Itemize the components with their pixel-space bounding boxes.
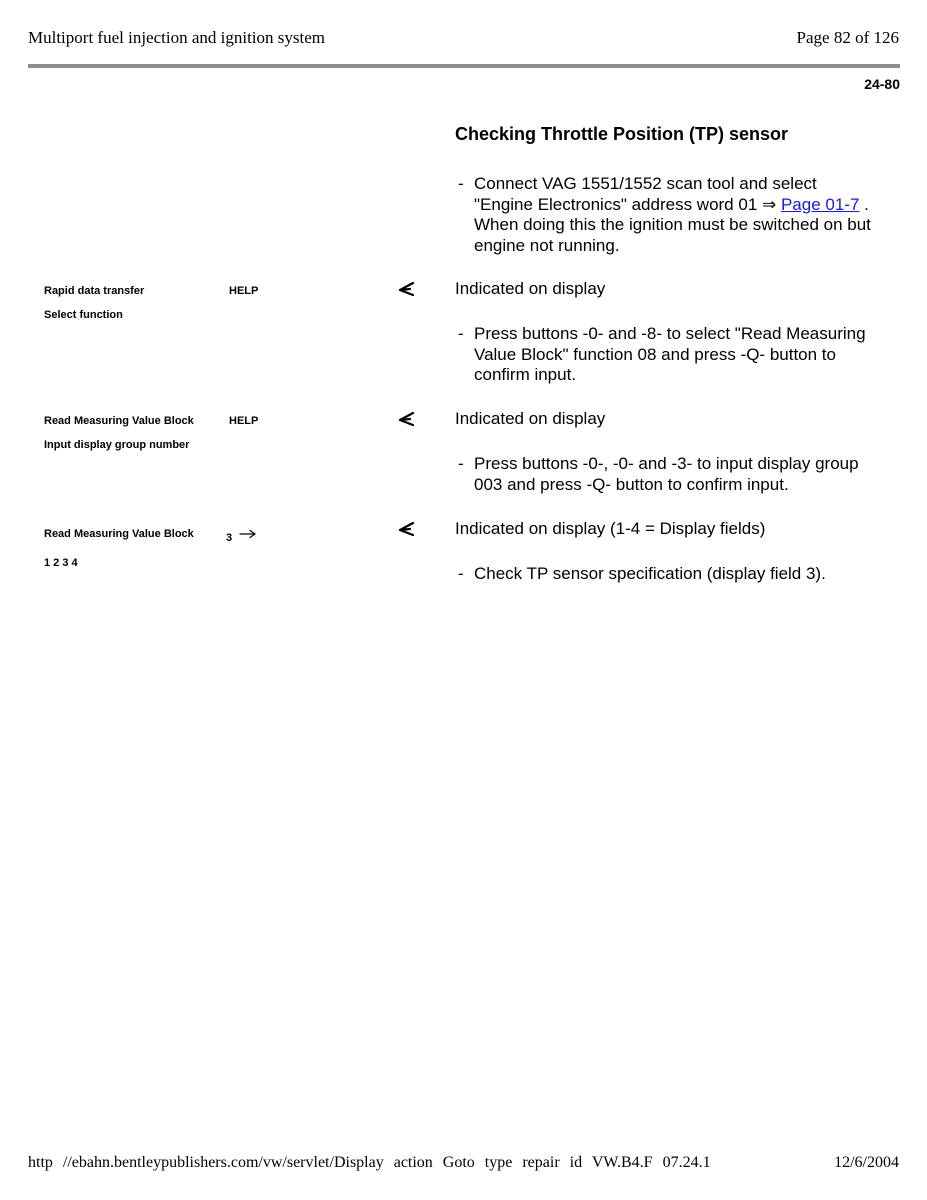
- step-dash: -: [458, 564, 464, 583]
- step-dash: -: [458, 454, 464, 473]
- display-fields: 1 2 3 4: [44, 557, 78, 569]
- step-dash: -: [458, 324, 464, 343]
- footer-url: http //ebahn.bentleypublishers.com/vw/servlet/Display action Goto type repair id VW.B4.F 07.24.1: [28, 1154, 711, 1171]
- step-text: [474, 174, 878, 256]
- display-group-number: 3: [226, 532, 233, 544]
- display-help: HELP: [229, 415, 259, 427]
- pointer-arrow-icon: [398, 282, 414, 296]
- page-link[interactable]: Page 01-7: [780, 194, 860, 214]
- display-line-left: Read Measuring Value Block: [44, 528, 194, 540]
- section-number: 24-80: [864, 76, 900, 92]
- pointer-arrow-icon: [398, 522, 414, 536]
- step-item: [458, 324, 878, 386]
- procedure-heading: Checking Throttle Position (TP) sensor: [455, 124, 789, 144]
- pointer-arrow-icon: [398, 412, 414, 426]
- footer-date: 12/6/2004: [834, 1154, 899, 1171]
- indicated-on-display: Indicated on display: [455, 409, 606, 428]
- step-text: Press buttons -0-, -0- and -3- to input display group 003 and press -Q- button to confirm input.: [474, 454, 859, 494]
- display-line-2: Input display group number: [44, 439, 190, 451]
- header-divider: [28, 64, 900, 68]
- step-text: Press buttons -0- and -8- to select "Read Measuring Value Block" function 08 and press -Q- button to confirm input.: [474, 324, 866, 384]
- page-number: Page 82 of 126: [796, 28, 899, 47]
- step-dash: -: [458, 174, 464, 193]
- display-line-left: Read Measuring Value Block: [44, 415, 194, 427]
- header-title: Multiport fuel injection and ignition system: [28, 28, 325, 47]
- step-item: [458, 454, 878, 495]
- step-text: Check TP sensor specification (display field 3).: [474, 564, 826, 583]
- display-help: HELP: [229, 285, 259, 297]
- indicated-on-display: Indicated on display (1-4 = Display fields): [455, 519, 766, 538]
- indicated-on-display: Indicated on display: [455, 279, 606, 298]
- step-item: [458, 564, 878, 585]
- step-item: [458, 174, 878, 256]
- display-line-left: Rapid data transfer: [44, 285, 145, 297]
- right-arrow-icon: [239, 529, 257, 539]
- step-text-part: Connect VAG 1551/1552 scan tool and select "Engine Electronics" address word 01 ⇒: [474, 174, 817, 214]
- step-text-part: . When doing this the ignition must be switched on but engine not running.: [474, 194, 871, 255]
- display-line-2: Select function: [44, 309, 123, 321]
